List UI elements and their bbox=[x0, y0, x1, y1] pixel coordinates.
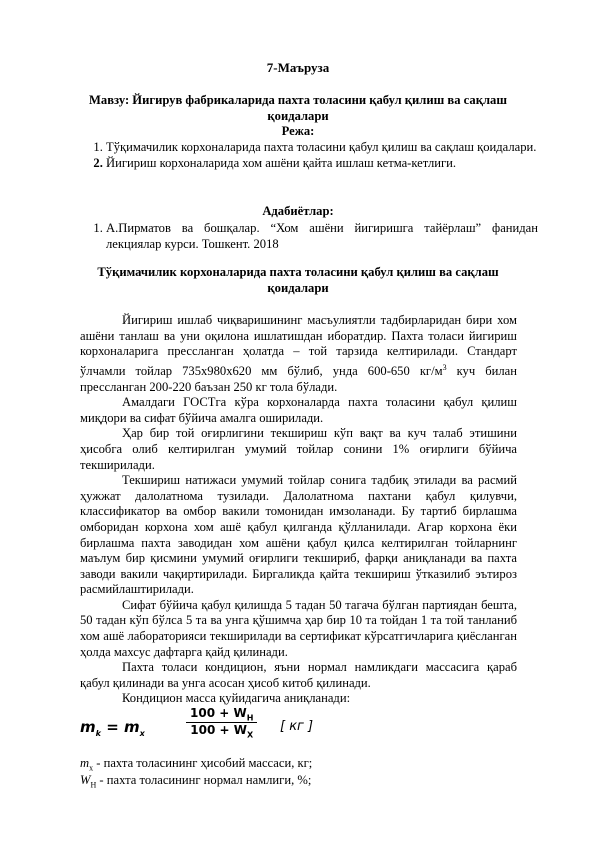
formula-subscript: k bbox=[95, 729, 101, 738]
paragraph-text: куч билан прессланган 200-220 баъзан 250 кг тола бўлади. bbox=[80, 363, 517, 394]
plan-list bbox=[84, 140, 538, 171]
plan-item: 1. Тўқимачилик корхоналарида пахта толасини қабул қилиш ва сақлаш қоидалари. bbox=[106, 140, 538, 156]
formula-denominator bbox=[186, 723, 257, 739]
numerator-text: 100 + W bbox=[190, 706, 247, 720]
paragraph bbox=[80, 313, 517, 395]
formula-numerator bbox=[186, 706, 257, 723]
formula-lhs bbox=[80, 718, 145, 738]
definition-text: - пахта толасининг нормал намлиги, %; bbox=[96, 773, 312, 787]
paragraph: Сифат бўйича қабул қилишда 5 тадан 50 тагача бўлган партиядан бешта, 50 тадан кўп бўлса 5 та ва унга қўшимча ҳар бир 10 та тойдан 1 та той танланиб хом ашё лабораторияси текширилади ва сертификат кўрсатгичларига қиёсланган ҳолда махсус дафтарга қайд қилинади. bbox=[80, 597, 517, 659]
denominator-text: 100 + W bbox=[190, 723, 247, 738]
definition-line bbox=[80, 773, 517, 793]
definition-subscript: x bbox=[89, 763, 94, 773]
literature-list bbox=[84, 221, 538, 252]
formula-subscript: x bbox=[139, 729, 145, 738]
formula-subscript: X bbox=[246, 730, 254, 740]
plan-heading: Режа: bbox=[281, 124, 315, 138]
definition-symbol: W bbox=[80, 773, 91, 787]
body-text bbox=[80, 313, 517, 707]
superscript: 3 bbox=[442, 362, 447, 372]
topic-title: Мавзу: Йигирув фабрикаларида пахта толасини қабул қилиш ва сақлаш қоидалари bbox=[89, 93, 507, 123]
definition-text: - пахта толасининг ҳисобий массаси, кг; bbox=[93, 756, 313, 770]
paragraph: Амалдаги ГОСТга кўра корхоналарда пахта толасини қабул қилиш миқдори ва сифат бўйича амалга оширилади. bbox=[80, 395, 517, 425]
paragraph: Ҳар бир той оғирлигини текшириш кўп вақт ва куч талаб этишини ҳисобга олиб келтирилган умумий тойлар сонини 1% оғирлиги бўйича текширилади. bbox=[80, 426, 517, 472]
definition-subscript: H bbox=[90, 780, 97, 790]
paragraph-text: Йигириш ишлаб чиқваришининг масъулиятли тадбирларидан бири хом ашёни танлаш ва уни оқилона ишлатишдан иборатдир. Пахта толаси йигириш корхоналарига прессланган ҳолатда – той тарзида келтирилади. Стандарт ўлчамли тойлар 735х980х620 мм бўлиб, унда 600-650 кг/м bbox=[80, 313, 517, 378]
paragraph: Текшириш натижаси умумий тойлар сонига тадбиқ этилади ва расмий ҳужжат далолатнома тузилади. Далолатнома пахтани қабул қилувчи, классификатор ва омбор вакили томонидан имзоланади. Бу тартиб бирлашма омборидан корхона хом ашё қабул қилганда қўлланилади. Агар корхона ёки бирлашма пахта заводидан хом ашёни қабул қилса келтирилган тойларнинг маълум бир қисмини умумий оғирлиги текшириб, фарқи аниқланади ва пахта заводи вакили чақиртирилади. Биргаликда қайта текшириш ўтказилиб эътироз расмийлаштирилади. bbox=[80, 473, 517, 597]
literature-heading: Адабиётлар: bbox=[262, 204, 334, 218]
section-title: Тўқимачилик корхоналарида пахта толасини қабул қилиш ва сақлаш қоидалари bbox=[97, 265, 499, 295]
formula-symbol: m bbox=[80, 718, 96, 736]
paragraph: Кондицион масса қуйидагича аниқланади: bbox=[122, 691, 351, 706]
plan-item: 2. Йигириш корхоналарида хом ашёни қайта ишлаш кетма-кетлиги. bbox=[106, 156, 538, 172]
paragraph: Пахта толаси кондицион, яъни нормал намликдаги массасига қараб қабул қилинади ва унга асосан ҳисоб китоб қилинади. bbox=[80, 660, 517, 690]
formula-subscript: H bbox=[246, 713, 254, 723]
formula-unit: [ кг ] bbox=[280, 719, 314, 734]
formula-fraction bbox=[186, 706, 257, 740]
definition-symbol: m bbox=[80, 756, 90, 770]
lecture-number: 7-Маъруза bbox=[266, 60, 330, 75]
formula-symbol: = m bbox=[106, 718, 140, 736]
literature-item: 1. А.Пирматов ва бошқалар. “Хом ашёни йигиришга тайёрлаш” фанидан лекциялар курси. Тошкент. 2018 bbox=[106, 221, 538, 252]
conditional-mass-formula bbox=[80, 706, 380, 748]
